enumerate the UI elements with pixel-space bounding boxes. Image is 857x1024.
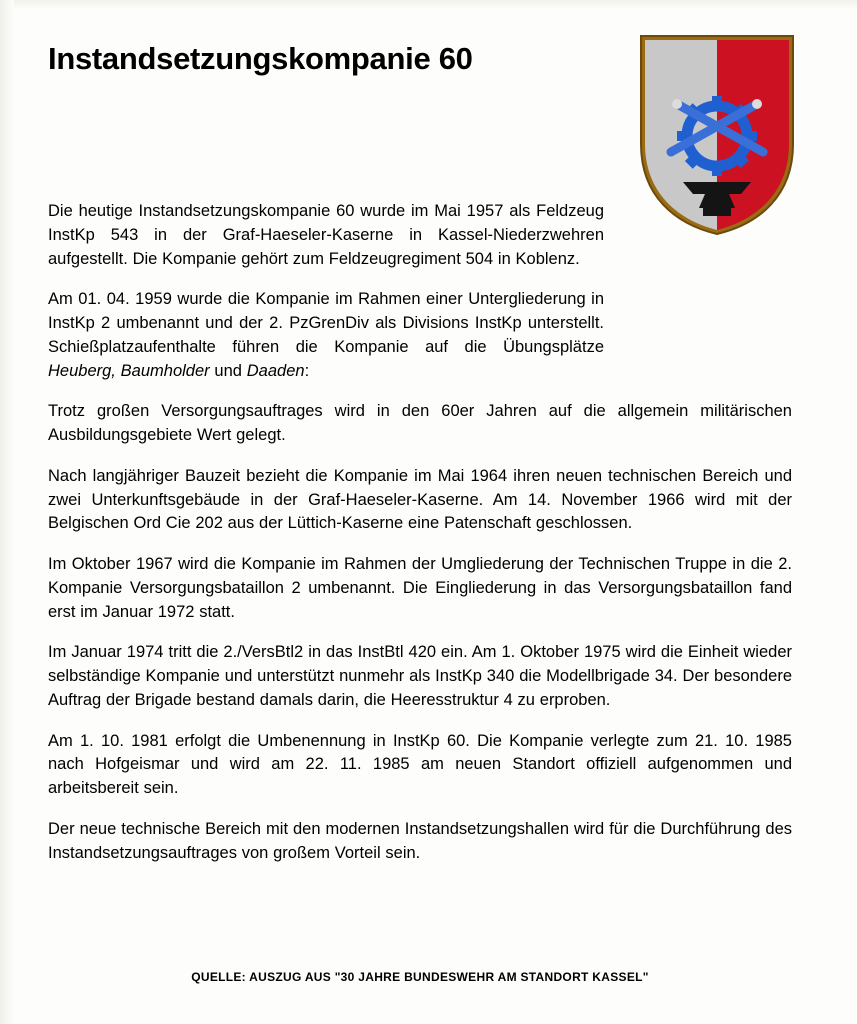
paragraph-1: Die heutige Instandsetzungskompanie 60 wurde im Mai 1957 als Feldzeug InstKp 543 in der Graf-Haeseler-Kaserne in Kassel-Niederzwehren aufgestellt. Die Kompanie gehört zum Feldzeugregiment 504 in Koblenz. bbox=[48, 202, 604, 268]
scan-edge-top bbox=[0, 0, 857, 10]
paragraph-5: Im Oktober 1967 wird die Kompanie im Rahmen der Umgliederung der Technischen Truppe in die 2. Kompanie Versorgungsbataillon 2 umbenannt. Die Eingliederung in das Versorgungsbataillon fand erst im Januar 1972 statt. bbox=[48, 555, 792, 621]
document-body bbox=[48, 200, 792, 984]
paragraph-8: Der neue technische Bereich mit den modernen Instandsetzungshallen wird für die Durchführung des Instandsetzungsauftrages von großem Vorteil sein. bbox=[48, 819, 792, 862]
paragraph-7: Am 1. 10. 1981 erfolgt die Umbenennung in InstKp 60. Die Kompanie verlegte zum 21. 10. 1985 nach Hofgeismar und wird am 22. 11. 1985 am neuen Standort offiziell aufgenommen und arbeitsbereit sein. bbox=[48, 731, 792, 797]
page-header bbox=[48, 42, 648, 76]
paragraph-2: Am 01. 04. 1959 wurde die Kompanie im Rahmen einer Untergliederung in InstKp 2 umbenannt und der 2. PzGrenDiv als Divisions InstKp unterstellt. Schießplatzaufenthalte führen die Kompanie auf die Übungsplätze Heuberg, Baumholder und Daaden: bbox=[48, 290, 604, 380]
page-title: Instandsetzungskompanie 60 bbox=[48, 41, 473, 76]
paragraph-3: Trotz großen Versorgungsauftrages wird in den 60er Jahren auf die allgemein militärischen Ausbildungsgebiete Wert gelegt. bbox=[48, 402, 792, 444]
scan-edge-left bbox=[0, 0, 14, 1024]
paragraph-4: Nach langjähriger Bauzeit bezieht die Kompanie im Mai 1964 ihren neuen technischen Bereich und zwei Unterkunftsgebäude in der Graf-Haeseler-Kaserne. Am 14. November 1966 wird mit der Belgischen Ord Cie 202 aus der Lüttich-Kaserne eine Patenschaft geschlossen. bbox=[48, 466, 792, 533]
paragraph-6: Im Januar 1974 tritt die 2./VersBtl2 in das InstBtl 420 ein. Am 1. Oktober 1975 wird die Einheit wieder selbständige Kompanie und unterstützt nunmehr als InstKp 340 die Modellbrigade 34. Der besondere Auftrag der Brigade bestand damals darin, die Heeresstruktur 4 zu erproben. bbox=[48, 643, 792, 709]
source-note: QUELLE: AUSZUG AUS "30 JAHRE BUNDESWEHR AM STANDORT KASSEL" bbox=[191, 970, 649, 984]
